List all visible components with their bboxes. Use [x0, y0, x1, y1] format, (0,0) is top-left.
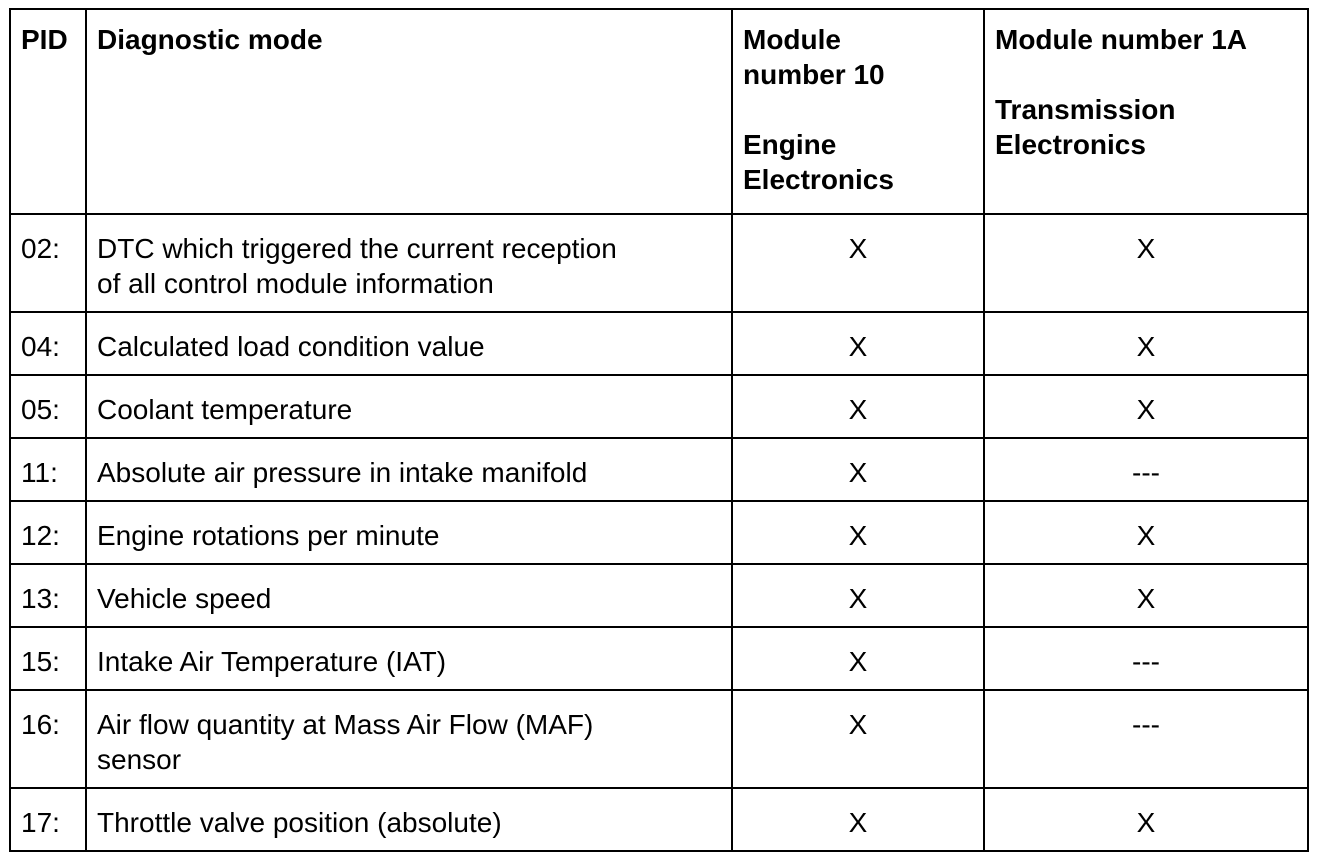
- table-row: [10, 214, 1308, 312]
- module-1a-support-cell: X: [984, 788, 1308, 851]
- table-header-row: [10, 9, 1308, 214]
- module-10-support-cell: X: [732, 438, 984, 501]
- module-1a-support-cell: X: [984, 312, 1308, 375]
- table-body: [10, 214, 1308, 851]
- diagnostic-mode-cell: [86, 627, 732, 690]
- diagnostic-mode-line1: Vehicle speed: [97, 583, 272, 614]
- module-1a-support-cell: X: [984, 375, 1308, 438]
- diagnostic-mode-line1: Calculated load condition value: [97, 331, 485, 362]
- diagnostic-mode-cell: [86, 501, 732, 564]
- header-module-1a-line1: Module number 1A: [995, 24, 1248, 55]
- header-module-1a: [984, 9, 1308, 214]
- table-row: [10, 375, 1308, 438]
- header-module-1a-line2: Transmission: [995, 94, 1176, 125]
- table-row: [10, 438, 1308, 501]
- header-module-10-line3: Engine: [743, 129, 837, 160]
- header-module-10-spacer: [743, 92, 973, 127]
- diagnostic-mode-cell: [86, 214, 732, 312]
- pid-cell: 05:: [10, 375, 86, 438]
- diagnostic-mode-line1: Absolute air pressure in intake manifold: [97, 457, 588, 488]
- diagnostic-mode-line1: Coolant temperature: [97, 394, 353, 425]
- module-10-support-cell: X: [732, 214, 984, 312]
- pid-cell: 16:: [10, 690, 86, 788]
- module-1a-support-cell: X: [984, 564, 1308, 627]
- pid-cell: 04:: [10, 312, 86, 375]
- pid-cell: 13:: [10, 564, 86, 627]
- table-row: [10, 501, 1308, 564]
- module-1a-support-cell: X: [984, 501, 1308, 564]
- diagnostic-mode-cell: [86, 564, 732, 627]
- module-1a-support-cell: ---: [984, 690, 1308, 788]
- pid-cell: 11:: [10, 438, 86, 501]
- table-row: [10, 564, 1308, 627]
- module-1a-support-cell: X: [984, 214, 1308, 312]
- diagnostic-mode-line1: Intake Air Temperature (IAT): [97, 646, 447, 677]
- module-10-support-cell: X: [732, 690, 984, 788]
- module-10-support-cell: X: [732, 788, 984, 851]
- module-10-support-cell: X: [732, 564, 984, 627]
- diagnostic-mode-cell: [86, 312, 732, 375]
- pid-cell: 12:: [10, 501, 86, 564]
- diagnostic-mode-cell: [86, 788, 732, 851]
- diagnostic-mode-cell: [86, 375, 732, 438]
- header-module-10-line2: number 10: [743, 59, 885, 90]
- table-row: [10, 627, 1308, 690]
- diagnostic-mode-line2: sensor: [97, 744, 182, 775]
- module-10-support-cell: X: [732, 627, 984, 690]
- header-module-1a-line3: Electronics: [995, 129, 1146, 160]
- module-1a-support-cell: ---: [984, 627, 1308, 690]
- diagnostic-mode-line2: of all control module information: [97, 268, 494, 299]
- header-diagnostic-mode: Diagnostic mode: [86, 9, 732, 214]
- diagnostic-mode-cell: [86, 438, 732, 501]
- module-10-support-cell: X: [732, 312, 984, 375]
- diagnostic-mode-line1: Air flow quantity at Mass Air Flow (MAF): [97, 709, 594, 740]
- diagnostic-mode-cell: [86, 690, 732, 788]
- pid-cell: 17:: [10, 788, 86, 851]
- header-module-10-line1: Module: [743, 24, 841, 55]
- table-row: [10, 690, 1308, 788]
- diagnostic-mode-line1: Throttle valve position (absolute): [97, 807, 502, 838]
- header-module-10-line4: Electronics: [743, 164, 894, 195]
- pid-cell: 02:: [10, 214, 86, 312]
- table-row: [10, 312, 1308, 375]
- header-module-1a-spacer: [995, 57, 1297, 92]
- header-module-10: [732, 9, 984, 214]
- diagnostic-mode-line1: Engine rotations per minute: [97, 520, 440, 551]
- header-pid: PID: [10, 9, 86, 214]
- table-row: [10, 788, 1308, 851]
- diagnostic-mode-line1: DTC which triggered the current reception: [97, 233, 617, 264]
- module-10-support-cell: X: [732, 501, 984, 564]
- pid-diagnostic-table: [9, 8, 1309, 852]
- module-10-support-cell: X: [732, 375, 984, 438]
- pid-cell: 15:: [10, 627, 86, 690]
- module-1a-support-cell: ---: [984, 438, 1308, 501]
